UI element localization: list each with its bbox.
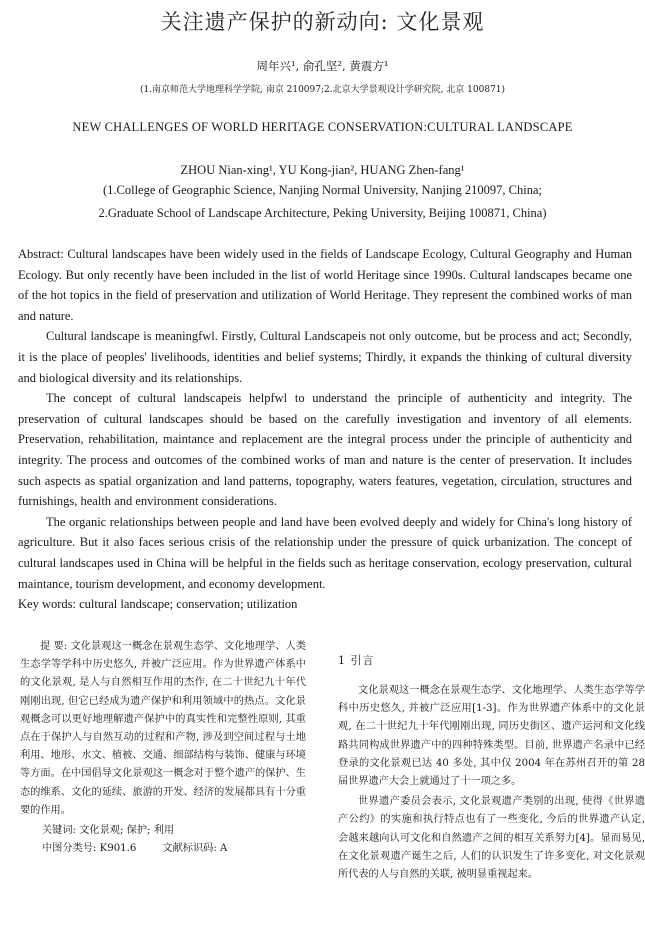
abstract-keywords: Key words: cultural landscape; conservation; utilization xyxy=(18,597,298,612)
classification-line xyxy=(20,840,306,858)
class-number: 中图分类号: K901.6 xyxy=(42,843,137,855)
left-column xyxy=(20,638,306,858)
intro-paragraph-2: 世界遗产委员会表示, 文化景观遗产类别的出现, 使得《世界遗产公约》的实施和执行特点也有了一些变化, 今后的世界遗产认定, 会越来越向认可文化和自然遗产之间的相互关系努力[4]。显而易见, 在文化景观遗产诞生之后, 人们的认识发生了许多变化, 对文化景观所代表的人与自然的关联, 被明显重视起来。 xyxy=(338,796,645,881)
chinese-keywords: 关键词: 文化景观; 保护; 利用 xyxy=(42,825,175,837)
english-abstract xyxy=(18,244,632,615)
chinese-summary: 提 要: 文化景观这一概念在景观生态学、文化地理学、人类生态学等学科中历史悠久, 并被广泛应用。作为世界遗产体系中的文化景观, 是人与自然相互作用的杰作, 在二十世纪九十年代刚刚出现, 但它已经成为遗产保护和利用领域中的热点。文化景观概念可以更好地理解遗产保护中的真实性和完整性原则, 其重点在于保护人与自然互动的过程和产物, 涉及到空间过程与土地利用、地形、水文、植被、交通、细部结构与装饰、健康与环境等方面。在中国倡导文化景观这一概念对于整个遗产的保护、生态的维系、文化的延续、旅游的开发、经济的发展都具有十分重要的作用。 xyxy=(20,641,306,816)
chinese-title: 关注遗产保护的新动向: 文化景观 xyxy=(160,10,485,34)
english-affiliation-2: 2.Graduate School of Landscape Architecture, Peking University, Beijing 100871, China) xyxy=(98,206,547,220)
intro-paragraph-1: 文化景观这一概念在景观生态学、文化地理学、人类生态学等学科中历史悠久, 并被广泛应用[1-3]。作为世界遗产体系中的文化景观, 在二十世纪九十年代刚刚出现, 同历史街区、遗产运河和文化线路共同构成世界遗产中的四种特殊类型。目前, 世界遗产名录中已经登录的文化景观已达 40 多处, 其中仅 2004 年在苏州召开的第 28 届世界遗产大会上就通过了十一项之多。 xyxy=(338,685,645,788)
abstract-paragraph-4: The organic relationships between people and land have been evolved deeply and widely for China's long history of agriculture. But it also faces serious crisis of the relationship under the pressure of quick urbanization. The concept of cultural landscapes used in China will be helpful in the fields such as heritage conservation, ecology preservation, cultural maintance, tourism development, and economy development. xyxy=(18,514,632,591)
abstract-paragraph-3: The concept of cultural landscapeis helpfwl to understand the principle of authenticity and integrity. The preservation of cultural landscapes should be based on the carefully investigation and inventory of all elements. Preservation, rehabilitation, maintance and replacement are the integral process under the principle of authenticity and integrity. The process and outcomes of the combined works of man and nature is the center of preservation. It includes such aspects as spatial organization and land patterns, topography, waters features, vegetation, circulation, structures and furnishings, health and environment considerations. xyxy=(18,391,632,509)
section-heading: 1 引言 xyxy=(338,654,375,667)
english-authors: ZHOU Nian-xing¹, YU Kong-jian², HUANG Zhen-fang¹ xyxy=(180,163,465,177)
chinese-authors: 周年兴¹, 俞孔坚², 黄震方¹ xyxy=(256,59,389,73)
right-column xyxy=(338,682,645,886)
document-code: 文献标识码: A xyxy=(162,843,228,855)
chinese-affiliation: (1.南京师范大学地理科学学院, 南京 210097;2.北京大学景观设计学研究院, 北京 100871) xyxy=(139,85,506,95)
english-title: NEW CHALLENGES OF WORLD HERITAGE CONSERVATION:CULTURAL LANDSCAPE xyxy=(72,120,573,134)
english-affiliation-1: (1.College of Geographic Science, Nanjing Normal University, Nanjing 210097, China; xyxy=(102,183,543,197)
abstract-paragraph-1: Abstract: Cultural landscapes have been widely used in the fields of Landscape Ecology, Cultural Geography and Human Ecology. But only recently have been included in the list of world Heritage since 1990s. Cultural landscapes became one of the hot topics in the field of preservation and utilization of World Heritage. They represent the combined works of man and nature. xyxy=(18,247,632,323)
abstract-paragraph-2: Cultural landscape is meaningfwl. Firstly, Cultural Landscapeis not only outcome, but be process and act; Secondly, it is the place of peoples' livelihoods, identities and belief systems; Thirdly, it expands the thinking of cultural diversity and biological diversity and its relationships. xyxy=(18,329,632,385)
